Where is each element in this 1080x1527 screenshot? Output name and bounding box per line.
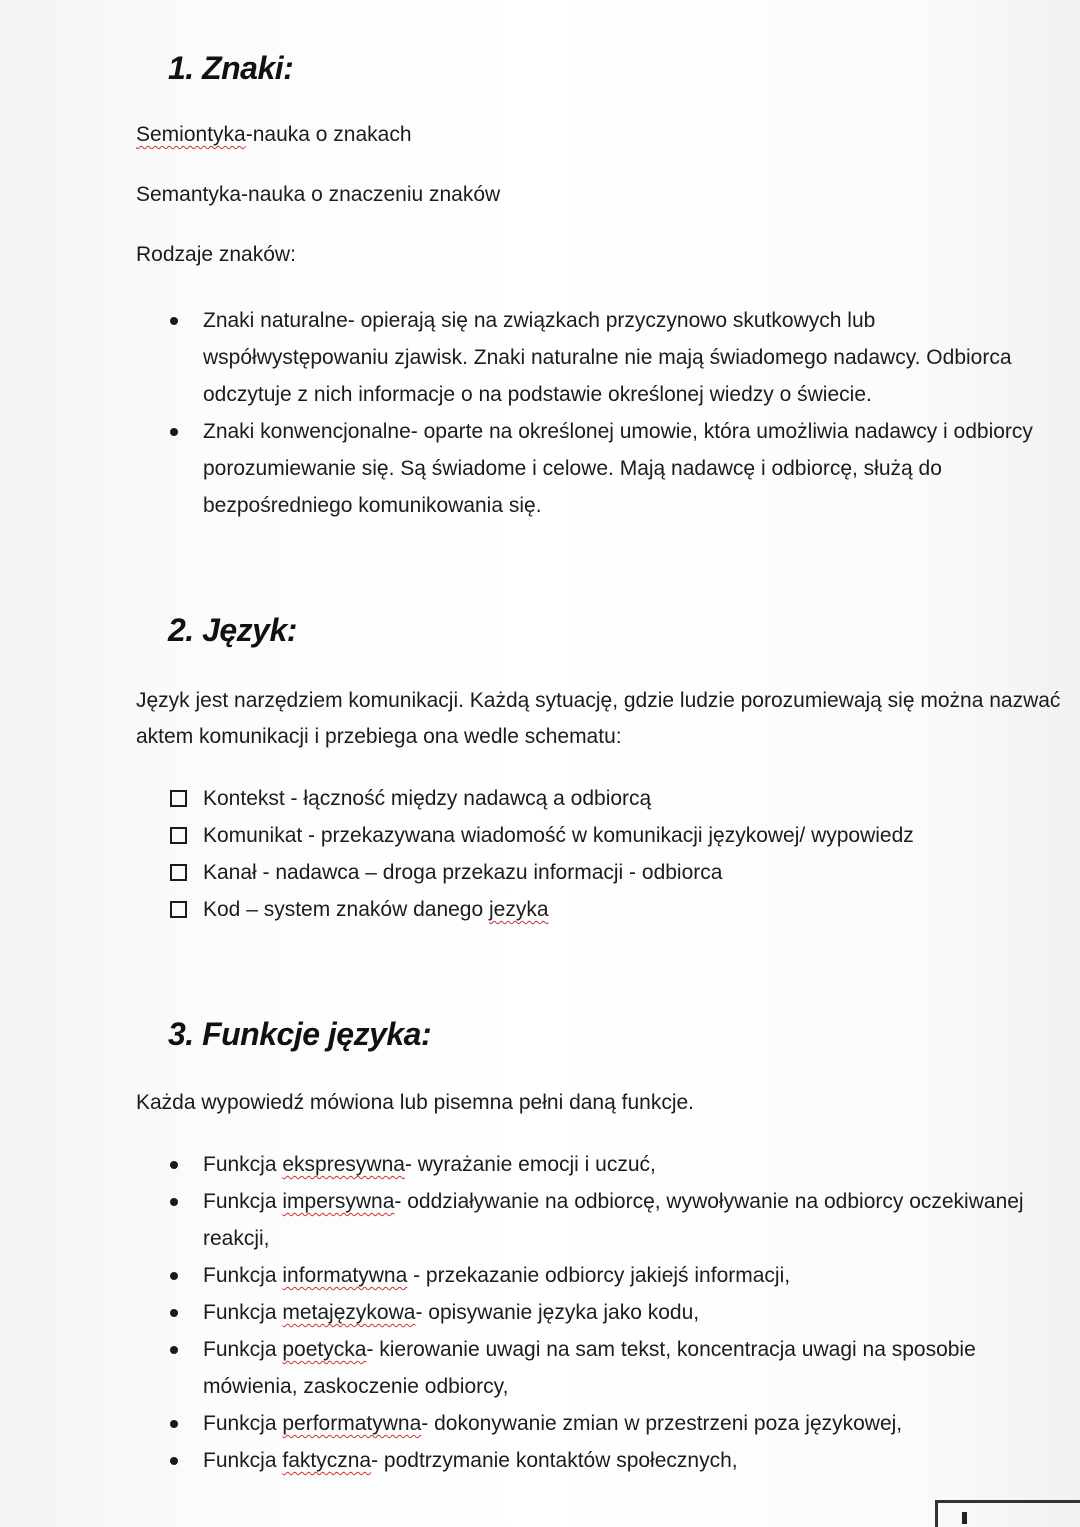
definition-semiontyka (136, 118, 412, 152)
checkbox-icon (170, 864, 187, 881)
next-page-edge (935, 1500, 1080, 1527)
sign-types-list (170, 302, 1033, 524)
list-item (170, 413, 1033, 524)
next-page-mark (962, 1512, 967, 1524)
function-description: - podtrzymanie kontaktów społecznych, (371, 1449, 738, 1472)
section-heading-funkcje: 3. Funkcje języka: (168, 1016, 432, 1052)
bullet-icon (170, 1420, 178, 1428)
list-item (170, 1442, 1024, 1479)
function-prefix: Funkcja (203, 1190, 283, 1213)
function-description-continued: mówienia, zaskoczenie odbiorcy, (203, 1375, 509, 1398)
list-item-line: bezpośredniego komunikowania się. (203, 494, 542, 517)
function-term: metajęzykowa (282, 1301, 416, 1324)
list-item (170, 1183, 1024, 1257)
list-item (170, 1257, 1024, 1294)
function-term: performatywna (282, 1412, 422, 1435)
checklist-text: Kontekst - łączność między nadawcą a odbiorcą (203, 787, 652, 810)
list-item-line: Znaki naturalne- opierają się na związkach przyczynowo skutkowych lub (203, 309, 876, 332)
function-prefix: Funkcja (203, 1412, 283, 1435)
definition-semantyka: Semantyka-nauka o znaczeniu znaków (136, 183, 501, 206)
checklist-item (170, 817, 914, 854)
function-description-continued: reakcji, (203, 1227, 270, 1250)
checklist-text: Komunikat - przekazywana wiadomość w komunikacji językowej/ wypowiedz (203, 824, 914, 847)
bullet-icon (170, 1346, 178, 1354)
function-term: faktyczna (282, 1449, 372, 1472)
list-item (170, 1146, 1024, 1183)
list-item (170, 1405, 1024, 1442)
checklist-text: Kanał - nadawca – droga przekazu informacji - odbiorca (203, 861, 723, 884)
checkbox-icon (170, 790, 187, 807)
function-term: ekspresywna (282, 1153, 405, 1176)
function-term: informatywna (282, 1264, 408, 1287)
function-prefix: Funkcja (203, 1153, 283, 1176)
section-heading-znaki: 1. Znaki: (168, 50, 294, 86)
list-item (170, 1331, 1024, 1405)
jezyk-intro-line: Język jest narzędziem komunikacji. Każdą sytuację, gdzie ludzie porozumiewają się można nazwać (136, 689, 1061, 712)
list-item-line: Znaki konwencjonalne- oparte na określonej umowie, która umożliwia nadawcy i odbiorcy (203, 420, 1033, 443)
function-description: - oddziaływanie na odbiorcę, wywoływanie na odbiorcy oczekiwanej (394, 1190, 1024, 1213)
list-item-line: odczytuje z nich informacje o na podstawie określonej wiedzy o świecie. (203, 383, 872, 406)
bullet-icon (170, 428, 178, 436)
function-description: - przekazanie odbiorcy jakiejś informacji, (407, 1264, 791, 1287)
bullet-icon (170, 1272, 178, 1280)
types-label: Rodzaje znaków: (136, 243, 296, 266)
bullet-icon (170, 1457, 178, 1465)
bullet-icon (170, 317, 178, 325)
function-prefix: Funkcja (203, 1264, 283, 1287)
checklist-item (170, 891, 914, 928)
bullet-icon (170, 1198, 178, 1206)
communication-schema-list (170, 780, 914, 928)
jezyk-intro-line: aktem komunikacji i przebiega ona wedle schematu: (136, 725, 622, 748)
function-prefix: Funkcja (203, 1301, 283, 1324)
function-description: - kierowanie uwagi na sam tekst, koncentracja uwagi na sposobie (366, 1338, 976, 1361)
checkbox-icon (170, 827, 187, 844)
checklist-item (170, 780, 914, 817)
list-item-line: porozumiewanie się. Są świadome i celowe. Mają nadawcę i odbiorcę, służą do (203, 457, 942, 480)
spellcheck-marked-word: jezyka (489, 898, 549, 921)
funkcje-intro: Każda wypowiedź mówiona lub pisemna pełni daną funkcje. (136, 1091, 694, 1114)
checklist-text: Kod – system znaków danego (203, 898, 490, 921)
language-functions-list (170, 1146, 1024, 1479)
bullet-icon (170, 1161, 178, 1169)
list-item (170, 302, 1033, 413)
list-item-line: współwystępowaniu zjawisk. Znaki naturalne nie mają świadomego nadawcy. Odbiorca (203, 346, 1012, 369)
function-term: poetycka (282, 1338, 367, 1361)
bullet-icon (170, 1309, 178, 1317)
list-item (170, 1294, 1024, 1331)
function-description: - dokonywanie zmian w przestrzeni poza językowej, (421, 1412, 903, 1435)
function-prefix: Funkcja (203, 1338, 283, 1361)
section-heading-jezyk: 2. Język: (168, 612, 297, 648)
function-prefix: Funkcja (203, 1449, 283, 1472)
function-description: - wyrażanie emocji i uczuć, (404, 1153, 656, 1176)
checkbox-icon (170, 901, 187, 918)
function-term: impersywna (282, 1190, 395, 1213)
checklist-item (170, 854, 914, 891)
definition-text: -nauka o znakach (245, 123, 412, 146)
function-description: - opisywanie języka jako kodu, (415, 1301, 700, 1324)
spellcheck-marked-word: Semiontyka (136, 123, 246, 146)
